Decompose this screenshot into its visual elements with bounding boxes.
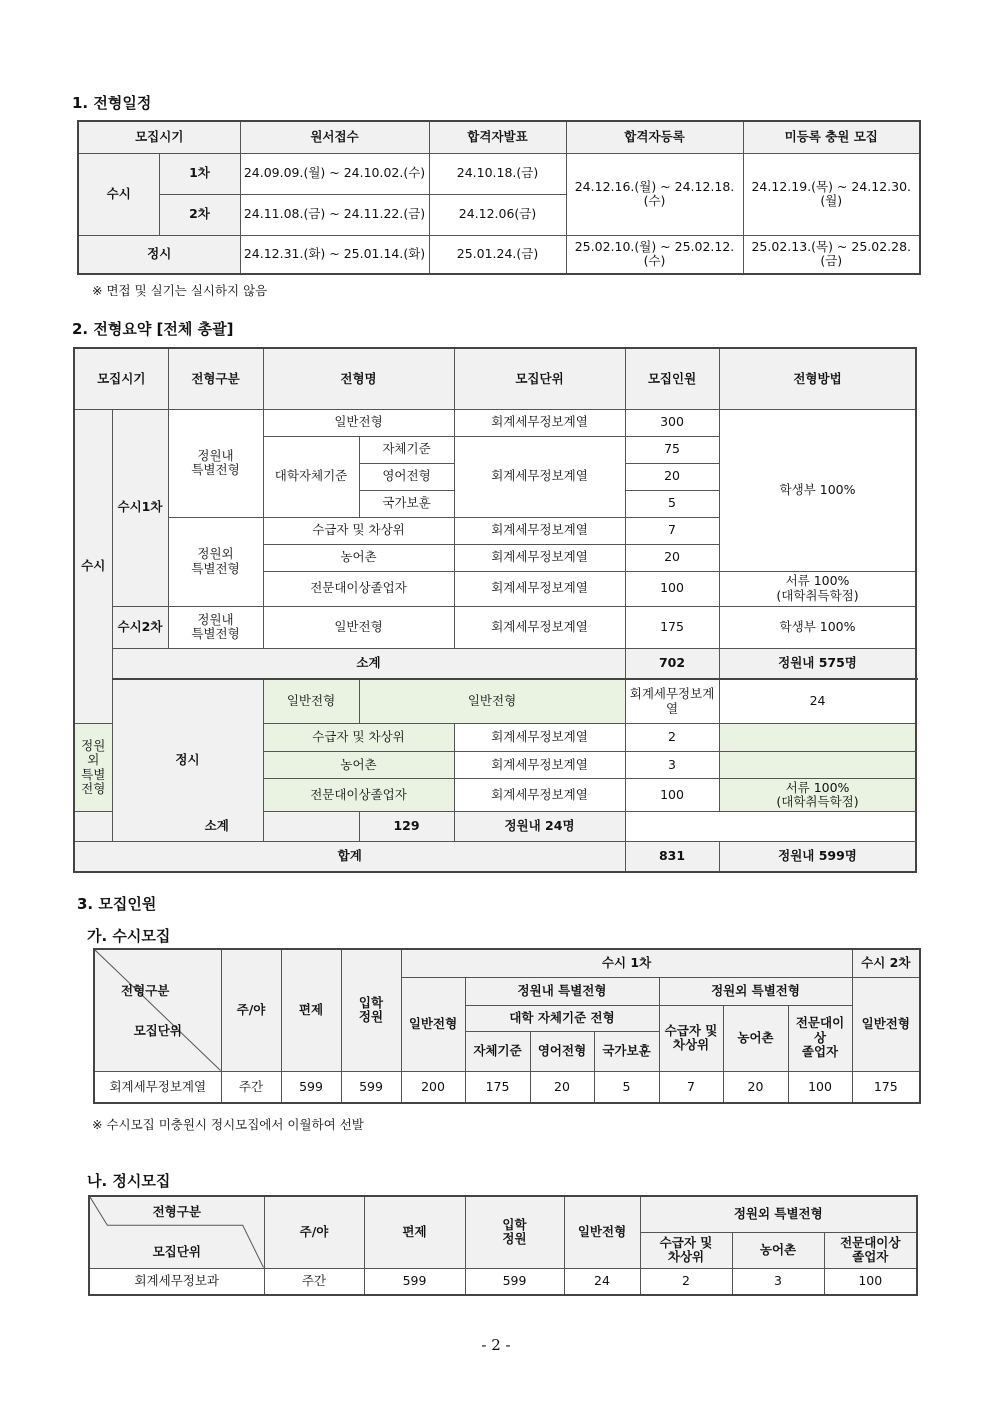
schedule-table xyxy=(77,120,921,275)
r1-announce: 24.10.18.(금) xyxy=(429,153,566,194)
jeongsi-register: 25.02.10.(월) ~ 25.02.12.(수) xyxy=(566,235,743,274)
count-english: 20 xyxy=(625,463,719,490)
h-name: 전형명 xyxy=(263,348,454,409)
out-special-header: 정원외 특별전형 xyxy=(640,1196,917,1232)
jeongsi-announce: 25.01.24.(금) xyxy=(429,235,566,274)
farm-header: 농어촌 xyxy=(723,1005,788,1071)
count-general: 300 xyxy=(625,409,719,436)
susi2-header: 수시 2차 xyxy=(852,949,920,977)
unit: 회계세무정보과 xyxy=(89,1268,264,1295)
day-night-header: 주/야 xyxy=(264,1196,364,1268)
jeongsi-subtotal: 129 xyxy=(359,812,454,842)
method-empty xyxy=(719,752,916,779)
english-label: 영어전형 xyxy=(359,463,454,490)
patriot-label: 국가보훈 xyxy=(359,490,454,517)
jeongsi-subtotal-label: 소계 xyxy=(74,812,359,842)
welfare-header: 수급자 및 차상위 xyxy=(659,1005,723,1071)
out-special-label: 정원외 특별전형 xyxy=(74,724,112,812)
patriot: 5 xyxy=(594,1071,659,1103)
general-name: 일반전형 xyxy=(263,606,454,648)
farm-label: 농어촌 xyxy=(263,544,454,571)
r2-announce: 24.12.06(금) xyxy=(429,194,566,235)
jeongsi-subtotal-method: 정원내 24명 xyxy=(454,812,625,842)
r2-apply: 24.11.08.(금) ~ 24.11.22.(금) xyxy=(240,194,429,235)
susi-label: 수시 xyxy=(78,153,159,235)
j-count-grad: 100 xyxy=(625,779,719,812)
susi-extra: 24.12.19.(목) ~ 24.12.30.(월) xyxy=(743,153,920,235)
susi-subtotal-label: 소계 xyxy=(112,648,625,679)
farm-label: 농어촌 xyxy=(263,752,454,779)
susi-note: ※ 수시모집 미충원시 정시모집에서 이월하여 선발 xyxy=(92,1117,364,1132)
welfare: 2 xyxy=(640,1268,732,1295)
susi1-header: 수시 1차 xyxy=(401,949,852,977)
diag-top-label: 전형구분 xyxy=(121,983,170,998)
susi-recruit-title: 가. 수시모집 xyxy=(87,927,171,945)
schedule-note: ※ 면접 및 실기는 실시하지 않음 xyxy=(92,283,268,298)
section1-title: 1. 전형일정 xyxy=(72,94,152,112)
general2-header: 일반전형 xyxy=(852,977,920,1071)
univ-self-label: 대학자체기준 xyxy=(263,436,359,517)
summary-table xyxy=(73,347,917,873)
out-special-label: 정원외 특별전형 xyxy=(168,517,263,606)
count-farm: 20 xyxy=(625,544,719,571)
welfare-header: 수급자 및 차상위 xyxy=(640,1232,732,1268)
count-grad: 100 xyxy=(625,571,719,606)
unit-cell: 회계세무정보계열 xyxy=(454,517,625,544)
self: 175 xyxy=(465,1071,530,1103)
self-header: 자체기준 xyxy=(465,1031,530,1071)
method-empty xyxy=(719,724,916,752)
diag-top-label: 전형구분 xyxy=(152,1204,201,1219)
header-extra: 미등록 충원 모집 xyxy=(743,121,920,153)
quota-header: 편제 xyxy=(281,949,341,1071)
jeongsi-recruit-title: 나. 정시모집 xyxy=(87,1172,171,1190)
admit-header: 입학 정원 xyxy=(341,949,401,1071)
welfare-label: 수급자 및 차상위 xyxy=(263,724,454,752)
grad-label: 전문대이상졸업자 xyxy=(263,779,454,812)
jeongsi-label: 정시 xyxy=(112,679,263,842)
susi-recruit-table xyxy=(93,948,921,1104)
count-susi2: 175 xyxy=(625,606,719,648)
total-label: 합계 xyxy=(74,842,625,872)
quota-header: 편제 xyxy=(364,1196,465,1268)
english-header: 영어전형 xyxy=(530,1031,594,1071)
count-self: 75 xyxy=(625,436,719,463)
unit-cell: 회계세무정보계열 xyxy=(454,409,625,436)
header-register: 합격자등록 xyxy=(566,121,743,153)
susi-label: 수시 xyxy=(74,409,112,724)
jeongsi-recruit-table xyxy=(88,1195,918,1296)
diagonal-line xyxy=(95,950,221,1071)
in-special-label: 정원내 특별전형 xyxy=(168,409,263,517)
patriot-header: 국가보훈 xyxy=(594,1031,659,1071)
susi-subtotal-method: 정원내 575명 xyxy=(719,648,916,679)
susi2-label: 수시2차 xyxy=(112,606,168,648)
general-name: 일반전형 xyxy=(359,679,625,724)
day-night: 주간 xyxy=(221,1071,281,1103)
h-type: 전형구분 xyxy=(168,348,263,409)
method-record: 학생부 100% xyxy=(719,409,916,571)
header-apply: 원서접수 xyxy=(240,121,429,153)
admit: 599 xyxy=(465,1268,564,1295)
diag-header xyxy=(89,1196,264,1268)
unit-cell: 회계세무정보계열 xyxy=(625,679,719,724)
unit-cell: 회계세무정보계열 xyxy=(454,436,625,517)
in-special-label: 정원내 특별전형 xyxy=(168,606,263,648)
round-1: 1차 xyxy=(159,153,240,194)
j-count-welfare: 2 xyxy=(625,724,719,752)
method-record: 학생부 100% xyxy=(719,606,916,648)
general-header: 일반전형 xyxy=(401,977,465,1071)
diag-bottom-label: 모집단위 xyxy=(152,1244,201,1260)
in-special-header: 정원내 특별전형 xyxy=(465,977,659,1005)
general-header: 일반전형 xyxy=(564,1196,640,1268)
page-number: - 2 - xyxy=(481,1336,511,1354)
unit-cell: 회계세무정보계열 xyxy=(454,752,625,779)
unit-cell: 회계세무정보계열 xyxy=(454,606,625,648)
welfare: 7 xyxy=(659,1071,723,1103)
univ-self-header: 대학 자체기준 전형 xyxy=(465,1005,659,1031)
section3-title: 3. 모집인원 xyxy=(77,895,157,913)
count-welfare: 7 xyxy=(625,517,719,544)
quota: 599 xyxy=(364,1268,465,1295)
unit-cell: 회계세무정보계열 xyxy=(454,544,625,571)
quota: 599 xyxy=(281,1071,341,1103)
h-count: 모집인원 xyxy=(625,348,719,409)
general: 200 xyxy=(401,1071,465,1103)
susi-subtotal: 702 xyxy=(625,648,719,679)
diag-header xyxy=(94,949,221,1071)
grad-label: 전문대이상졸업자 xyxy=(263,571,454,606)
method-docs: 서류 100% (대학취득학점) xyxy=(719,571,916,606)
header-announce: 합격자발표 xyxy=(429,121,566,153)
admit: 599 xyxy=(341,1071,401,1103)
jeongsi-general-type: 일반전형 xyxy=(263,679,359,724)
total-method: 정원내 599명 xyxy=(719,842,916,872)
h-method: 전형방법 xyxy=(719,348,916,409)
unit-cell: 회계세무정보계열 xyxy=(454,724,625,752)
j-count-farm: 3 xyxy=(625,752,719,779)
farm-header: 농어촌 xyxy=(732,1232,824,1268)
general2: 175 xyxy=(852,1071,920,1103)
round-2: 2차 xyxy=(159,194,240,235)
method-docs: 서류 100% (대학취득학점) xyxy=(719,779,916,812)
day-night: 주간 xyxy=(264,1268,364,1295)
self-std-label: 자체기준 xyxy=(359,436,454,463)
section2-title: 2. 전형요약 [전체 총괄] xyxy=(72,320,234,338)
r1-apply: 24.09.09.(월) ~ 24.10.02.(수) xyxy=(240,153,429,194)
j-count-general: 24 xyxy=(719,679,916,724)
day-night-header: 주/야 xyxy=(221,949,281,1071)
susi-register: 24.12.16.(월) ~ 24.12.18.(수) xyxy=(566,153,743,235)
count-patriot: 5 xyxy=(625,490,719,517)
farm: 20 xyxy=(723,1071,788,1103)
grad-header: 전문대이상 졸업자 xyxy=(824,1232,917,1268)
jeongsi-extra: 25.02.13.(목) ~ 25.02.28.(금) xyxy=(743,235,920,274)
h-period: 모집시기 xyxy=(74,348,168,409)
grad: 100 xyxy=(788,1071,852,1103)
out-special-header: 정원외 특별전형 xyxy=(659,977,852,1005)
jeongsi-label: 정시 xyxy=(78,235,240,274)
susi1-label: 수시1차 xyxy=(112,409,168,606)
header-period: 모집시기 xyxy=(78,121,240,153)
total: 831 xyxy=(625,842,719,872)
general-name: 일반전형 xyxy=(263,409,454,436)
unit: 회계세무정보계열 xyxy=(94,1071,221,1103)
diag-bottom-label: 모집단위 xyxy=(133,1023,182,1039)
english: 20 xyxy=(530,1071,594,1103)
grad: 100 xyxy=(824,1268,917,1295)
general: 24 xyxy=(564,1268,640,1295)
h-unit: 모집단위 xyxy=(454,348,625,409)
farm: 3 xyxy=(732,1268,824,1295)
unit-cell: 회계세무정보계열 xyxy=(454,571,625,606)
welfare-label: 수급자 및 차상위 xyxy=(263,517,454,544)
grad-header: 전문대이상 졸업자 xyxy=(788,1005,852,1071)
admit-header: 입학 정원 xyxy=(465,1196,564,1268)
unit-cell: 회계세무정보계열 xyxy=(454,779,625,812)
jeongsi-apply: 24.12.31.(화) ~ 25.01.14.(화) xyxy=(240,235,429,274)
